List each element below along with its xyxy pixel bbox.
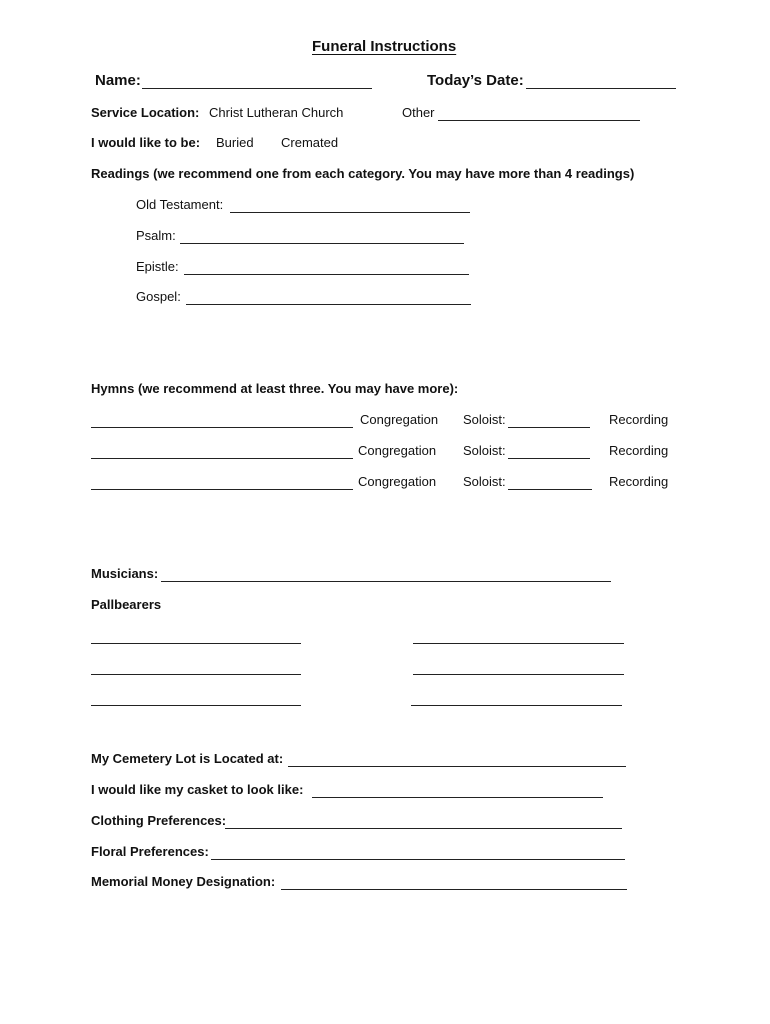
cemetery-label: My Cemetery Lot is Located at: — [91, 751, 284, 766]
musicians-label: Musicians: — [91, 566, 159, 581]
name-label: Name: — [95, 72, 141, 89]
hymn-1-field[interactable] — [91, 427, 353, 428]
service-location-row — [91, 106, 343, 119]
service-location-colon: : — [195, 105, 200, 120]
reading-gospel-field[interactable] — [186, 304, 471, 305]
pallbearers-label: Pallbearers — [91, 597, 162, 612]
disposition-label: I would like to be: — [91, 135, 201, 150]
other-location-field[interactable] — [438, 120, 640, 121]
reading-old-testament-field[interactable] — [230, 212, 470, 213]
pallbearer-4-field[interactable] — [413, 674, 624, 675]
reading-epistle-field[interactable] — [184, 274, 469, 275]
memorial-field[interactable] — [281, 889, 627, 890]
option-buried[interactable]: Buried — [216, 135, 254, 150]
musicians-field[interactable] — [161, 581, 611, 582]
other-label: Other — [402, 105, 435, 120]
service-location-church: Christ Lutheran Church — [209, 105, 344, 120]
todays-date-label: Today’s Date: — [427, 72, 524, 89]
service-location-label: Service Location — [91, 105, 196, 120]
reading-epistle-label: Epistle: — [136, 259, 179, 274]
option-cremated[interactable]: Cremated — [281, 135, 339, 150]
floral-label: Floral Preferences: — [91, 844, 209, 859]
todays-date-field[interactable] — [526, 88, 676, 89]
hymn-3-soloist-field[interactable] — [508, 489, 592, 490]
hymn-3-congregation[interactable]: Congregation — [358, 474, 437, 489]
reading-psalm-label: Psalm: — [136, 228, 176, 243]
floral-field[interactable] — [211, 859, 625, 860]
clothing-field[interactable] — [225, 828, 622, 829]
cemetery-field[interactable] — [288, 766, 626, 767]
pallbearer-6-field[interactable] — [411, 705, 622, 706]
hymn-3-field[interactable] — [91, 489, 353, 490]
hymn-1-recording[interactable]: Recording — [609, 412, 669, 427]
pallbearer-2-field[interactable] — [413, 643, 624, 644]
readings-heading: Readings (we recommend one from each category. You may have more than 4 readings) — [91, 166, 635, 181]
clothing-label: Clothing Preferences: — [91, 813, 227, 828]
reading-old-testament-label: Old Testament: — [136, 197, 224, 212]
name-field[interactable] — [142, 88, 372, 89]
hymns-heading: Hymns (we recommend at least three. You may have more): — [91, 381, 459, 396]
hymn-1-congregation[interactable]: Congregation — [360, 412, 439, 427]
reading-psalm-field[interactable] — [180, 243, 464, 244]
reading-gospel-label: Gospel: — [136, 289, 181, 304]
hymn-2-recording[interactable]: Recording — [609, 443, 669, 458]
hymn-1-soloist-field[interactable] — [508, 427, 590, 428]
hymn-2-soloist-label: Soloist: — [463, 443, 506, 458]
hymn-1-soloist-label: Soloist: — [463, 412, 506, 427]
hymn-3-soloist-label: Soloist: — [463, 474, 506, 489]
hymn-3-recording[interactable]: Recording — [609, 474, 669, 489]
hymn-2-soloist-field[interactable] — [508, 458, 590, 459]
memorial-label: Memorial Money Designation: — [91, 874, 276, 889]
hymn-2-field[interactable] — [91, 458, 353, 459]
hymn-2-congregation[interactable]: Congregation — [358, 443, 437, 458]
form-title: Funeral Instructions — [312, 38, 457, 55]
casket-label: I would like my casket to look like: — [91, 782, 304, 797]
casket-field[interactable] — [312, 797, 603, 798]
pallbearer-3-field[interactable] — [91, 674, 301, 675]
pallbearer-1-field[interactable] — [91, 643, 301, 644]
pallbearer-5-field[interactable] — [91, 705, 301, 706]
